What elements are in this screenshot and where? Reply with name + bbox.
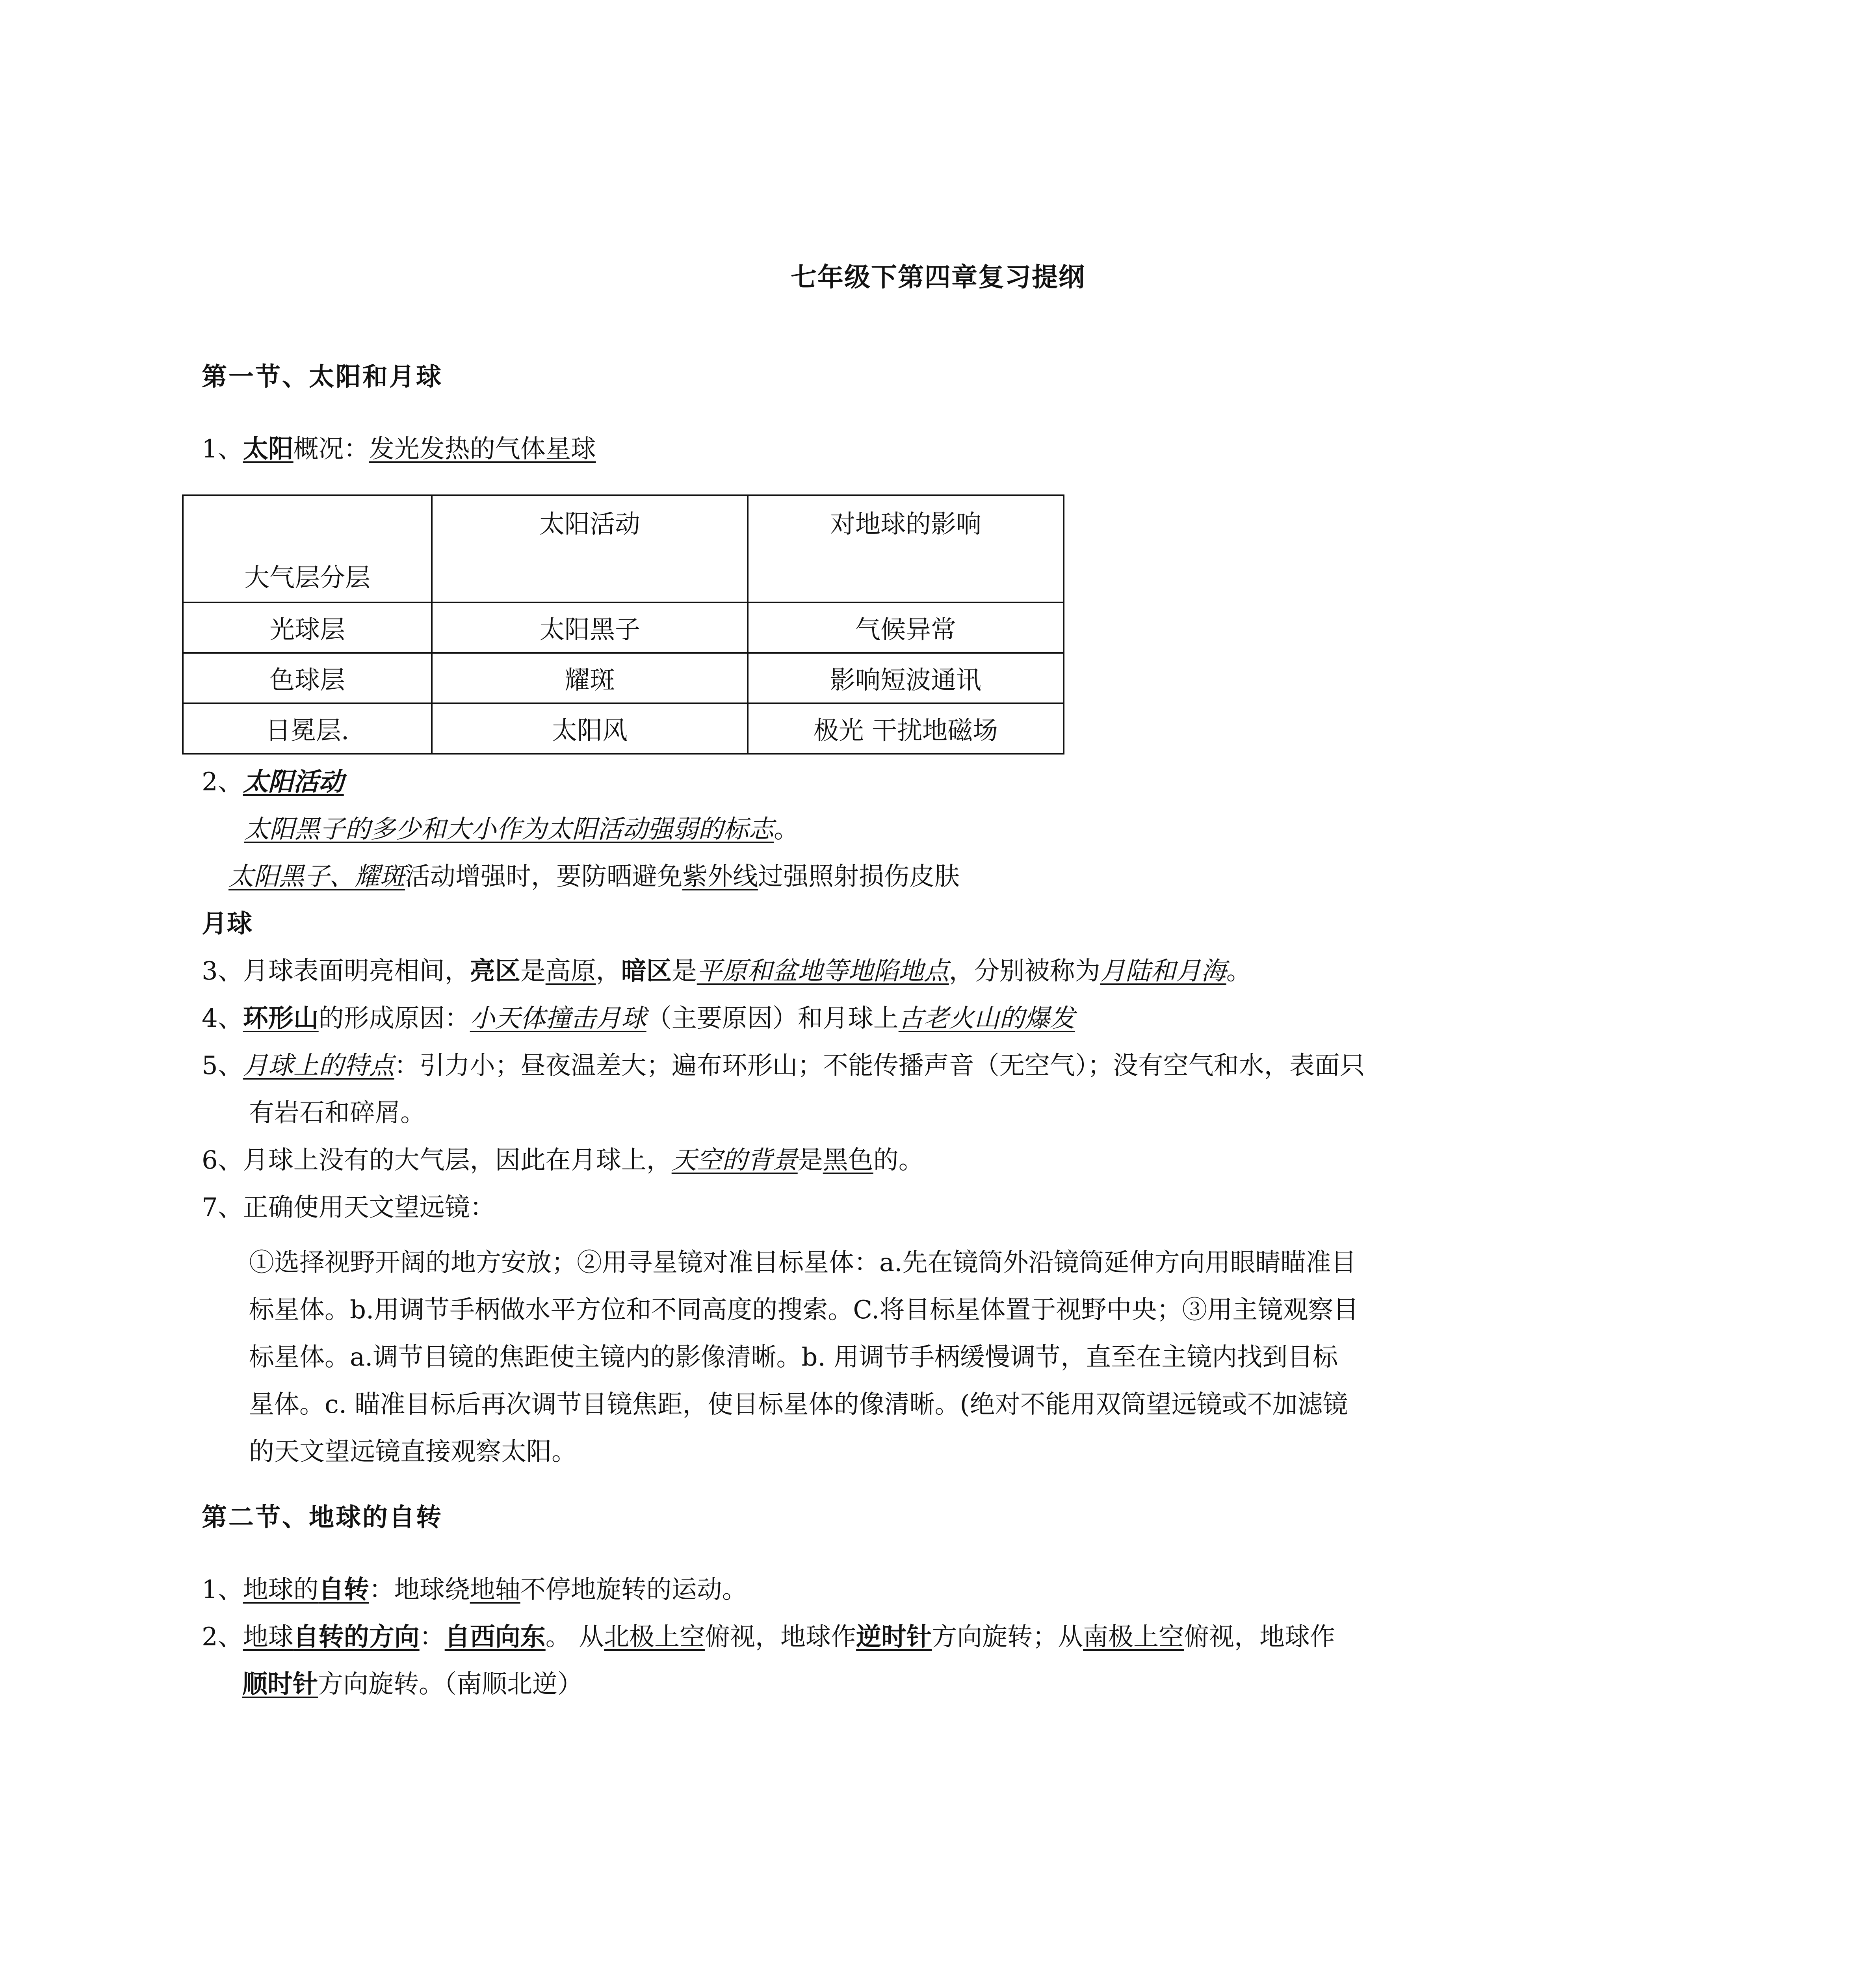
table-cell: 耀斑 (432, 653, 748, 703)
paragraph-2: 2、太阳活动 (202, 767, 344, 797)
telescope-step-line: 的天文望远镜直接观察太阳。 (249, 1437, 577, 1466)
telescope-step-line: ①选择视野开阔的地方安放；②用寻星镜对准目标星体：a.先在镜筒外沿镜筒延伸方向用眼睛瞄准目 (249, 1248, 1356, 1277)
telescope-step-line: 星体。c. 瞄准目标后再次调节目镜焦距，使目标星体的像清晰。(绝对不能用双筒望远镜或不加滤镜 (249, 1390, 1348, 1419)
table-header-cell: 对地球的影响 (748, 495, 1064, 602)
section-2-heading: 第二节、地球的自转 (202, 1503, 443, 1532)
table-row (183, 653, 1064, 703)
table-cell: 气候异常 (748, 602, 1064, 653)
table-cell: 色球层 (183, 653, 432, 703)
paragraph-5: 5、月球上的特点：引力小；昼夜温差大；遍布环形山；不能传播声音（无空气）；没有空气和水，表面只 (202, 1051, 1365, 1080)
table-cell: 太阳风 (432, 703, 748, 754)
table-cell: 影响短波通讯 (748, 653, 1064, 703)
paragraph-3: 3、月球表面明亮相间，亮区是高原，暗区是平原和盆地等地陷地点，分别被称为月陆和月海。 (202, 956, 1252, 986)
table-row (183, 703, 1064, 754)
paragraph-5-cont: 有岩石和碎屑。 (249, 1098, 425, 1128)
telescope-steps (249, 1239, 1358, 1476)
s2-paragraph-2: 2、地球自转的方向：自西向东。 从北极上空俯视，地球作逆时针方向旋转；从南极上空俯视，地球作 (202, 1622, 1335, 1652)
telescope-step-line: 标星体。b.用调节手柄做水平方位和不同高度的搜索。C.将目标星体置于视野中央；③用主镜观察目 (249, 1295, 1359, 1325)
telescope-step-line: 标星体。a.调节目镜的焦距使主镜内的影像清晰。b. 用调节手柄缓慢调节，直至在主镜内找到目标 (249, 1343, 1338, 1372)
table-cell: 极光 干扰地磁场 (748, 703, 1064, 754)
page-title: 七年级下第四章复习提纲 (791, 262, 1085, 292)
table-header-cell: 太阳活动 (432, 495, 748, 602)
paragraph-4: 4、环形山的形成原因：小天体撞击月球（主要原因）和月球上古老火山的爆发 (202, 1004, 1075, 1033)
s2-paragraph-1: 1、地球的自转：地球绕地轴不停地旋转的运动。 (202, 1575, 747, 1604)
paragraph-6: 6、月球上没有的大气层，因此在月球上，天空的背景是黑色的。 (202, 1146, 924, 1175)
section-1-heading: 第一节、太阳和月球 (202, 362, 443, 392)
paragraph-7: 7、正确使用天文望远镜： (202, 1193, 495, 1222)
moon-heading: 月球 (202, 909, 252, 939)
s2-paragraph-2-cont: 顺时针方向旋转。（南顺北逆） (242, 1669, 583, 1699)
paragraph-2b: 太阳黑子、耀斑活动增强时，要防晒避免紫外线过强照射损伤皮肤 (228, 862, 960, 891)
table-cell: 光球层 (183, 602, 432, 653)
paragraph-2a: 太阳黑子的多少和大小作为太阳活动强弱的标志。 (244, 815, 799, 844)
sun-activity-table (182, 494, 1064, 755)
paragraph-1: 1、太阳概况：发光发热的气体星球 (202, 434, 596, 464)
table-header-cell: 大气层分层 (183, 495, 432, 602)
table-cell: 太阳黑子 (432, 602, 748, 653)
table-header-row (183, 495, 1064, 602)
table-cell: 日冕层. (183, 703, 432, 754)
table-row (183, 602, 1064, 653)
